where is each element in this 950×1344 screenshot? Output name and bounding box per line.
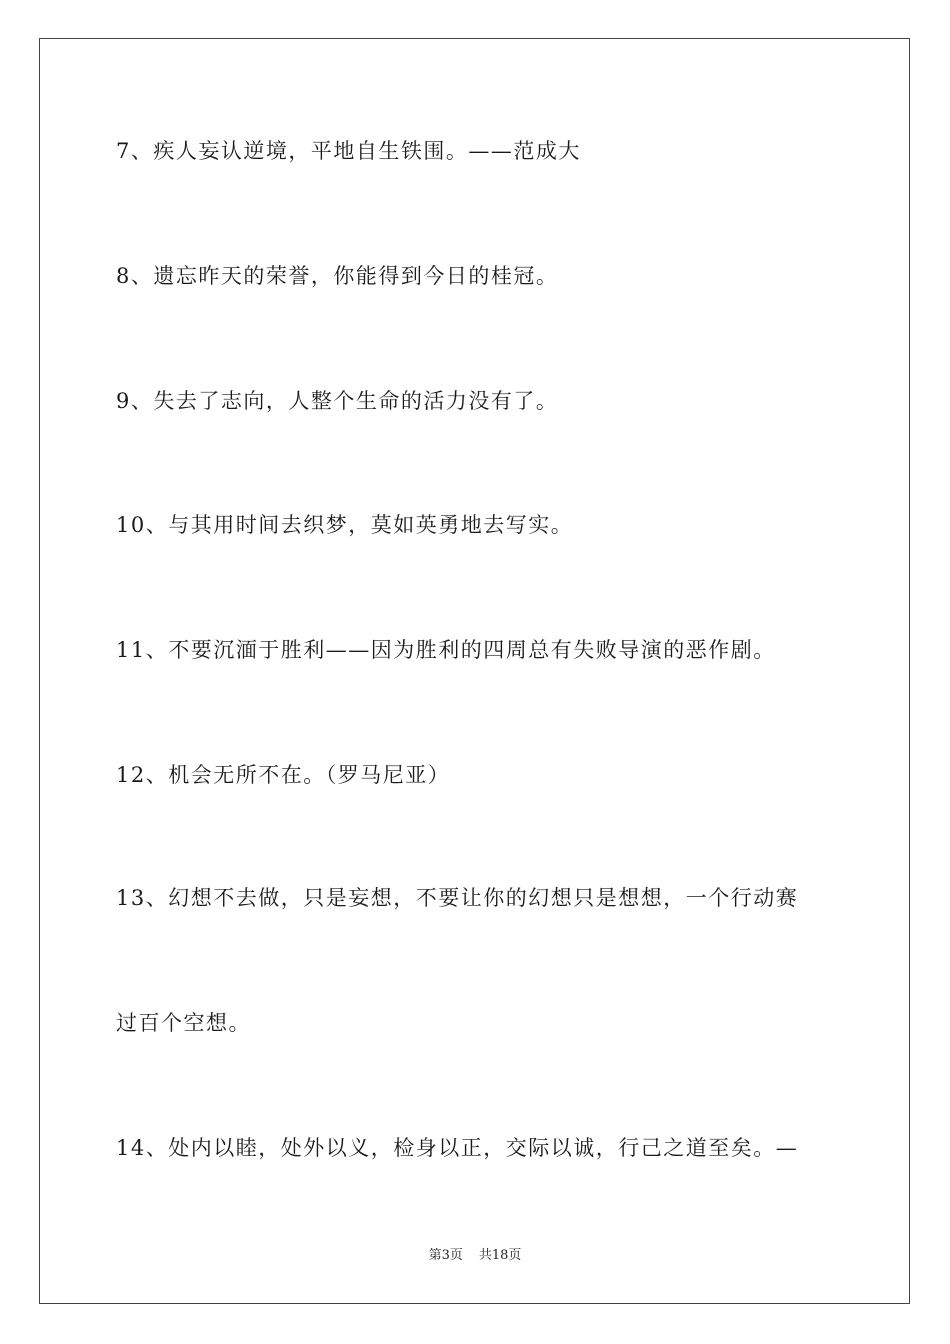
page-border <box>39 38 910 1304</box>
page-footer <box>0 1247 950 1265</box>
page-total: 共18页 <box>478 1248 522 1263</box>
quote-line-10: 10、与其用时间去织梦，莫如英勇地去写实。 <box>116 513 574 537</box>
quote-line-12: 12、机会无所不在。（罗马尼亚） <box>116 763 451 787</box>
quote-line-13-continued: 过百个空想。 <box>116 1011 251 1035</box>
quote-line-14: 14、处内以睦，处外以义，检身以正，交际以诚，行己之道至矣。— <box>116 1136 799 1160</box>
quote-line-8: 8、遗忘昨天的荣誉，你能得到今日的桂冠。 <box>116 264 559 288</box>
quote-line-13: 13、幻想不去做，只是妄想，不要让你的幻想只是想想，一个行动赛 <box>116 886 799 910</box>
quote-line-9: 9、失去了志向，人整个生命的活力没有了。 <box>116 389 559 413</box>
page-number: 第3页 <box>428 1248 463 1263</box>
quote-line-7: 7、疾人妄认逆境，平地自生铁围。——范成大 <box>116 139 581 163</box>
quote-line-11: 11、不要沉湎于胜利——因为胜利的四周总有失败导演的恶作剧。 <box>116 638 776 662</box>
